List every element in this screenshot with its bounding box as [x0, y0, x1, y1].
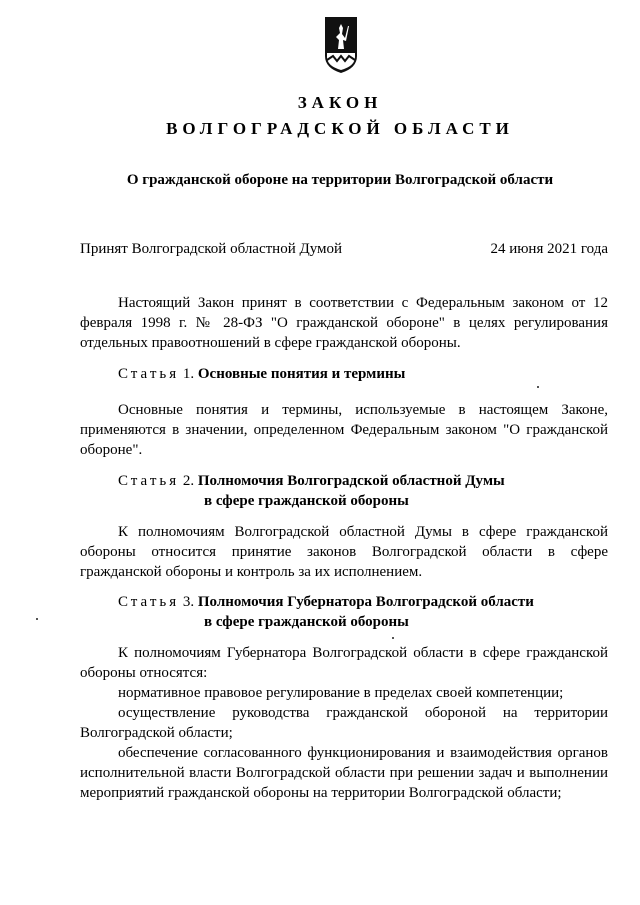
article-1-paragraph: Основные понятия и термины, используемые в настоящем Законе, применяются в значении, определенном Федеральным законом "О гражданской обороне". — [80, 402, 608, 458]
article-title-continued: в сфере гражданской обороны — [204, 614, 409, 630]
adopted-by: Принят Волгоградской областной Думой — [80, 241, 343, 257]
article-3-item: осуществление руководства гражданской обороной на территории Волгоградской области; — [80, 705, 608, 741]
law-subject: О гражданской обороне на территории Волгоградской области — [126, 172, 554, 188]
article-number: 2. — [182, 473, 195, 489]
article-2-heading — [118, 471, 505, 511]
scan-speck — [36, 618, 38, 620]
article-title: Полномочия Губернатора Волгоградской области — [197, 594, 534, 610]
scan-speck — [537, 386, 539, 388]
law-region-title: ВОЛГОГРАДСКОЙ ОБЛАСТИ — [166, 119, 514, 138]
law-title: ЗАКОН — [297, 93, 383, 112]
article-title-continued: в сфере гражданской обороны — [204, 493, 409, 509]
article-title: Полномочия Волгоградской областной Думы — [197, 473, 505, 489]
article-word: Статья — [118, 473, 180, 489]
article-3-item: нормативное правовое регулирование в пределах своей компетенции; — [118, 685, 564, 701]
scan-speck — [392, 637, 394, 639]
article-number: 3. — [182, 594, 195, 610]
article-3-heading — [118, 592, 534, 632]
article-word: Статья — [118, 366, 180, 382]
article-3-paragraph: К полномочиям Губернатора Волгоградской области в сфере гражданской обороны относятся: — [80, 645, 608, 681]
volgograd-coat-of-arms-icon — [324, 16, 358, 74]
intro-paragraph: Настоящий Закон принят в соответствии с Федеральным законом от 12 февраля 1998 г. № 28-ФЗ "О гражданской обороне" в целях регулирования отдельных правоотношений в сфере гражданской обороны. — [80, 295, 608, 351]
article-1-heading — [118, 364, 405, 384]
article-title: Основные понятия и термины — [197, 366, 406, 382]
article-2-paragraph: К полномочиям Волгоградской областной Думы в сфере гражданской обороны относится принятие законов Волгоградской области в сфере гражданской обороны и контроль за их исполнением. — [80, 524, 608, 580]
article-number: 1. — [182, 366, 195, 382]
adoption-date: 24 июня 2021 года — [490, 241, 608, 257]
article-3-item: обеспечение согласованного функционирования и взаимодействия органов исполнительной власти Волгоградской области при решении задач и выполнении мероприятий гражданской обороны на территории Волгоградской области; — [80, 745, 608, 801]
article-word: Статья — [118, 594, 180, 610]
